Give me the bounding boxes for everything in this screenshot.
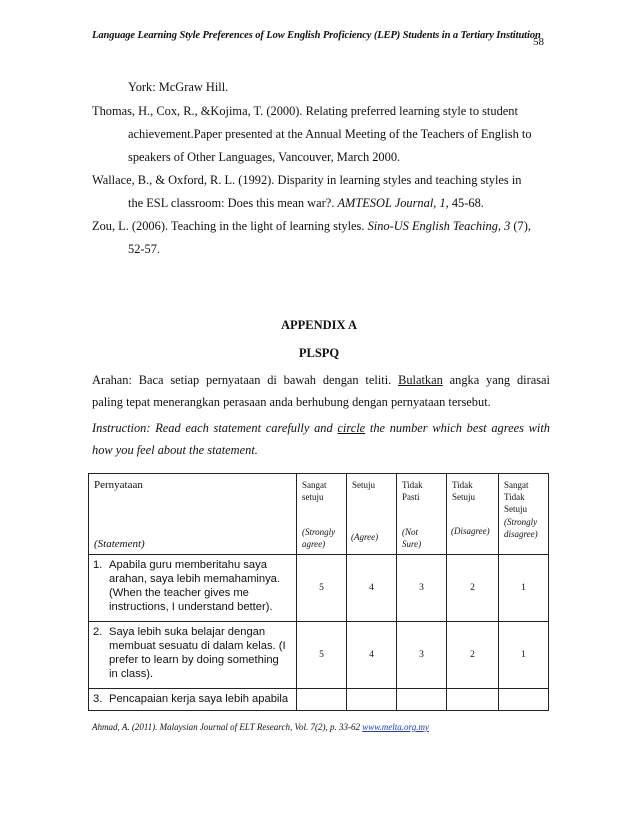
score-option[interactable]: 5 [297, 622, 347, 689]
score-option[interactable]: 1 [499, 555, 549, 622]
header-agree: Setuju (Agree) [347, 474, 397, 555]
journal-website-link[interactable]: www.melta.org.my [362, 722, 429, 732]
circle-underlined: circle [337, 421, 366, 435]
score-option[interactable]: 3 [397, 555, 447, 622]
score-option[interactable] [397, 689, 447, 711]
table-row [89, 622, 549, 689]
score-option[interactable] [347, 689, 397, 711]
score-option[interactable] [447, 689, 499, 711]
header-strongly-agree: Sangat setuju (Strongly agree) [297, 474, 347, 555]
footer-citation: Ahmad, A. (2011). Malaysian Journal of ELT Research, Vol. 7(2), p. 33-62 www.melta.org.my [92, 722, 429, 732]
reference-line: Wallace, B., & Oxford, R. L. (1992). Disparity in learning styles and teaching styles in [92, 173, 522, 187]
plspq-table [88, 473, 549, 711]
score-option[interactable] [297, 689, 347, 711]
statement-cell: 2. Saya lebih suka belajar dengan membuat sesuatu di dalam kelas. (I prefer to learn by doing something in class). [89, 622, 297, 689]
reference-line: the ESL classroom: Does this mean war?. AMTESOL Journal, 1, 45-68. [128, 196, 484, 210]
bulatkan-underlined: Bulatkan [398, 373, 443, 387]
journal-title: Sino-US English Teaching, 3 [367, 219, 511, 233]
reference-line: 52-57. [128, 242, 161, 256]
statement-cell: 3. Pencapaian kerja saya lebih apabila [89, 689, 297, 711]
reference-line: achievement.Paper presented at the Annual Meeting of the Teachers of English to [128, 127, 532, 141]
reference-line: speakers of Other Languages, Vancouver, March 2000. [128, 150, 401, 164]
header-statement: Pernyataan (Statement) [89, 474, 297, 555]
arahan-paragraph: Arahan: Baca setiap pernyataan di bawah dengan teliti. Bulatkan angka yang dirasai paling tepat menerangkan perasaan anda berhubung dengan pernyataan tersebut. [92, 373, 550, 409]
score-option[interactable] [499, 689, 549, 711]
score-option[interactable]: 3 [397, 622, 447, 689]
journal-title: AMTESOL Journal, 1 [337, 196, 446, 210]
score-option[interactable]: 2 [447, 555, 499, 622]
reference-line: York: McGraw Hill. [128, 80, 229, 94]
header-disagree: Tidak Setuju (Disagree) [447, 474, 499, 555]
header-not-sure: Tidak Pasti (Not Sure) [397, 474, 447, 555]
running-header-title: Language Learning Style Preferences of Low English Proficiency (LEP) Students in a Tertiary Institution [92, 30, 541, 41]
reference-line: Thomas, H., Cox, R., &Kojima, T. (2000). Relating preferred learning style to student [92, 104, 518, 118]
statement-cell: 1. Apabila guru memberitahu saya arahan, saya lebih memahaminya. (When the teacher gives me instructions, I understand better). [89, 555, 297, 622]
score-option[interactable]: 2 [447, 622, 499, 689]
appendix-heading: APPENDIX A [280, 318, 358, 332]
table-row [89, 555, 549, 622]
header-strongly-disagree: Sangat Tidak Setuju (Strongly disagree) [499, 474, 549, 555]
score-option[interactable]: 4 [347, 622, 397, 689]
reference-line: Zou, L. (2006). Teaching in the light of learning styles. Sino-US English Teaching, 3 (7), [92, 219, 531, 233]
score-option[interactable]: 1 [499, 622, 549, 689]
score-option[interactable]: 5 [297, 555, 347, 622]
appendix-subheading: PLSPQ [298, 346, 340, 360]
table-row [89, 689, 549, 711]
table-header-row [89, 474, 549, 555]
instruction-paragraph: Instruction: Read each statement carefully and circle the number which best agrees with how you feel about the statement. [92, 421, 550, 457]
page-number: 58 [533, 36, 544, 48]
score-option[interactable]: 4 [347, 555, 397, 622]
